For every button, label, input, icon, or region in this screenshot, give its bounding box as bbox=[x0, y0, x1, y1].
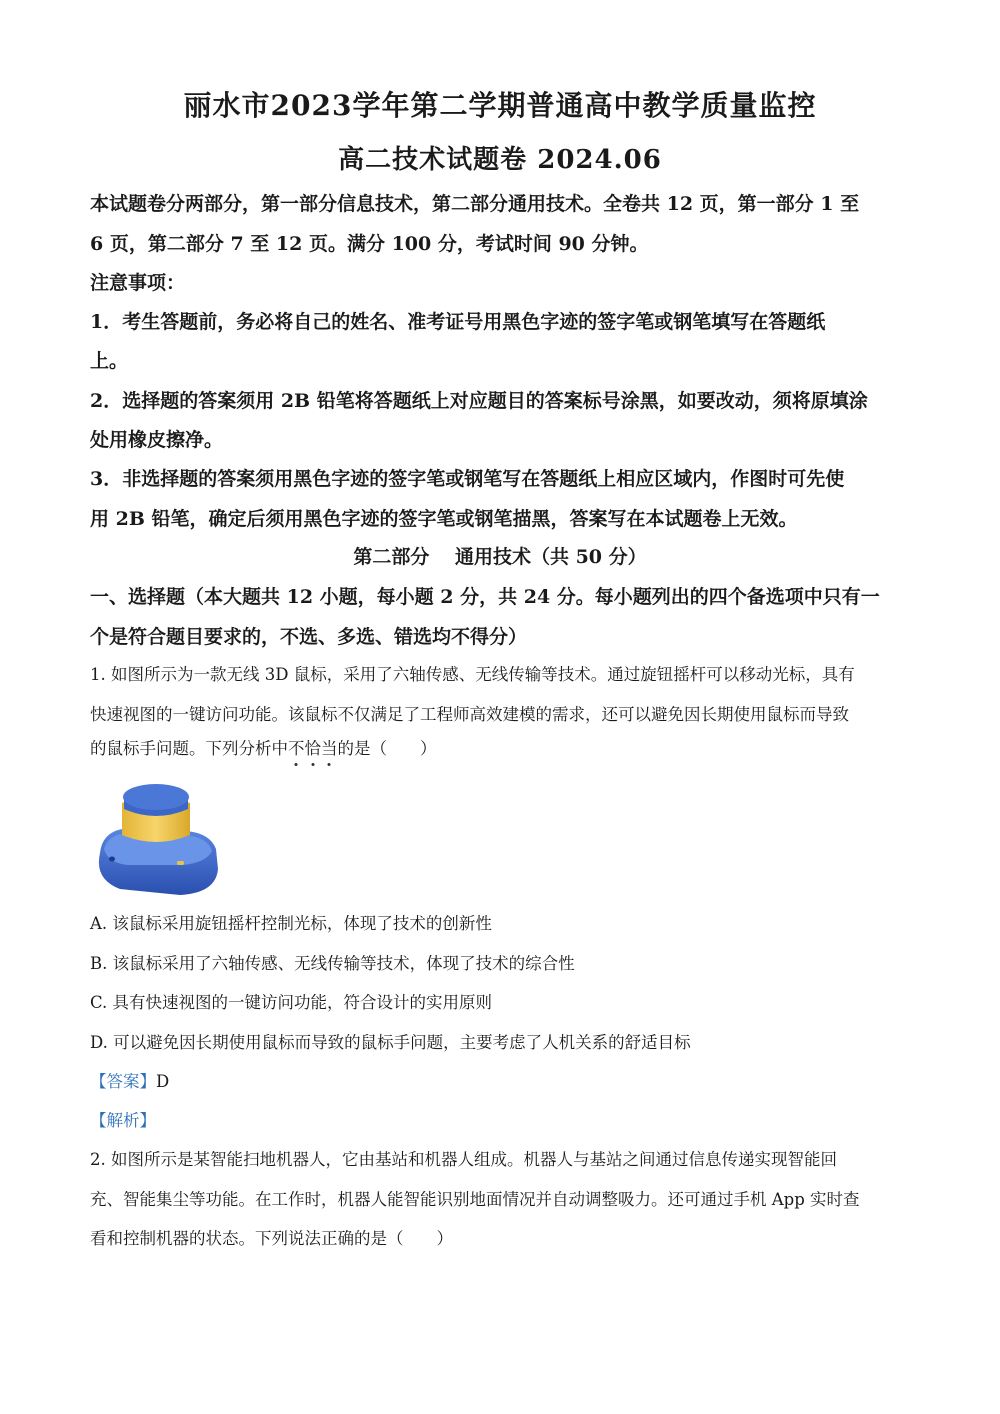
note-2-line-1: 2．选择题的答案须用 2B 铅笔将答题纸上对应题目的答案标号涂黑，如要改动，须将原填涂 bbox=[90, 390, 868, 412]
q2-stem-line-2: 充、智能集尘等功能。在工作时，机器人能智能识别地面情况并自动调整吸力。还可通过手机 App 实时查 bbox=[90, 1190, 860, 1209]
note-3-line-1: 3．非选择题的答案须用黑色字迹的签字笔或钢笔写在答题纸上相应区域内，作图时可先使 bbox=[90, 468, 845, 490]
exam-subtitle: 高二技术试题卷 2024.06 bbox=[338, 145, 662, 175]
note-2-line-2: 处用橡皮擦净。 bbox=[90, 429, 224, 451]
q1-stem-line-2: 快速视图的一键访问功能。该鼠标不仅满足了工程师高效建模的需求，还可以避免因长期使用鼠标而导致 bbox=[90, 705, 849, 724]
q1-option-b: B. 该鼠标采用了六轴传感、无线传输等技术，体现了技术的综合性 bbox=[90, 954, 575, 973]
analysis-label: 【解析】 bbox=[90, 1111, 156, 1130]
section1-line-2: 个是符合题目要求的，不选、多选、错选均不得分） bbox=[90, 626, 528, 648]
q2-stem-line-1: 2. 如图所示是某智能扫地机器人，它由基站和机器人组成。机器人与基站之间通过信息传递实现智能回 bbox=[90, 1150, 837, 1169]
emphasis-char: 不 bbox=[288, 739, 305, 758]
q1-stem-line-1: 1. 如图所示为一款无线 3D 鼠标，采用了六轴传感、无线传输等技术。通过旋钮摇杆可以移动光标，具有 bbox=[90, 665, 855, 684]
note-1-line-1: 1．考生答题前，务必将自己的姓名、准考证号用黑色字迹的签字笔或钢笔填写在答题纸 bbox=[90, 311, 826, 333]
part2-heading: 第二部分 通用技术（共 50 分） bbox=[353, 546, 647, 568]
notes-heading: 注意事项： bbox=[90, 272, 186, 294]
q1-stem-post: 的是（ ） bbox=[337, 739, 437, 758]
q1-option-a: A. 该鼠标采用旋钮摇杆控制光标，体现了技术的创新性 bbox=[90, 914, 492, 933]
note-1-line-2: 上。 bbox=[90, 350, 129, 372]
q1-stem-line-3 bbox=[90, 735, 437, 759]
q1-option-c: C. 具有快速视图的一键访问功能，符合设计的实用原则 bbox=[90, 993, 493, 1012]
q1-answer bbox=[90, 1068, 169, 1092]
exam-title: 丽水市2023学年第二学期普通高中教学质量监控 bbox=[183, 89, 817, 122]
q2-stem-line-3: 看和控制机器的状态。下列说法正确的是（ ） bbox=[90, 1229, 453, 1248]
emphasis-char: 当 bbox=[321, 739, 338, 758]
note-3-line-2: 用 2B 铅笔，确定后须用黑色字迹的签字笔或钢笔描黑，答案写在本试题卷上无效。 bbox=[90, 508, 798, 530]
answer-value: D bbox=[156, 1072, 170, 1091]
q1-stem-pre: 的鼠标手问题。下列分析中 bbox=[90, 739, 288, 758]
intro-line-2: 6 页，第二部分 7 至 12 页。满分 100 分，考试时间 90 分钟。 bbox=[90, 233, 649, 255]
emphasis-char: 恰 bbox=[305, 739, 322, 758]
answer-label: 【答案】 bbox=[90, 1072, 156, 1091]
intro-line-1: 本试题卷分两部分，第一部分信息技术，第二部分通用技术。全卷共 12 页，第一部分 1 至 bbox=[90, 193, 860, 215]
3d-mouse-image bbox=[90, 775, 222, 901]
section1-line-1: 一、选择题（本大题共 12 小题，每小题 2 分，共 24 分。每小题列出的四个备选项中只有一 bbox=[90, 586, 880, 608]
q1-option-d: D. 可以避免因长期使用鼠标而导致的鼠标手问题，主要考虑了人机关系的舒适目标 bbox=[90, 1033, 691, 1052]
